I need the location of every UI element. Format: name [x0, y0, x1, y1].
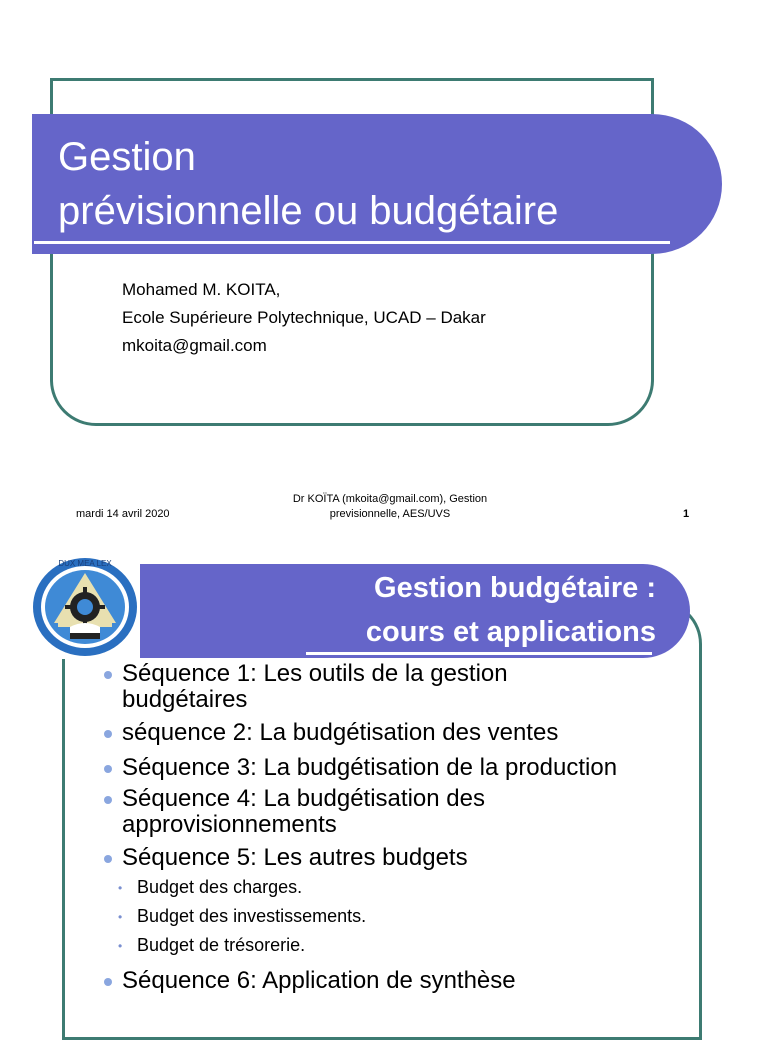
bullet-dot-icon: [104, 730, 112, 738]
bullet-item: [104, 968, 516, 994]
footer-center-line1: Dr KOÏTA (mkoita@gmail.com), Gestion: [292, 493, 488, 505]
author-name: Mohamed M. KOITA,: [122, 280, 281, 299]
bullet-text: Séquence 6: Application de synthèse: [122, 967, 516, 994]
sub-bullet-item: [118, 877, 302, 898]
logo-motto: DUX MEA LEX: [58, 559, 112, 568]
bullet-dot-icon: [104, 855, 112, 863]
footer-page-number: 1: [683, 508, 690, 520]
sub-bullet-item: [118, 935, 305, 956]
bullet-item: [104, 786, 562, 838]
bullet-item: [104, 720, 558, 746]
footer-date: mardi 14 avril 2020: [76, 508, 170, 520]
author-school: Ecole Supérieure Polytechnique, UCAD – Dakar: [122, 308, 486, 327]
bullet-item: [104, 661, 592, 713]
slide2-title-line2: cours et applications: [365, 616, 656, 648]
bullet-text: Séquence 1: Les outils de la gestion budgétaires: [122, 660, 508, 713]
bullet-text: Séquence 5: Les autres budgets: [122, 844, 468, 871]
sub-bullet-text: Budget de trésorerie.: [137, 935, 306, 955]
slide2-title: [236, 566, 656, 654]
slide1-title-underline: [34, 241, 670, 244]
slide1-title-line1: Gestion: [58, 135, 196, 179]
footer-center-line2: previsionnelle, AES/UVS: [329, 508, 451, 520]
slide1-title: [58, 130, 558, 238]
sub-bullet-dot-icon: •: [118, 881, 123, 895]
bullet-dot-icon: [104, 796, 112, 804]
sub-bullet-dot-icon: •: [118, 910, 123, 924]
sub-bullet-item: [118, 906, 366, 927]
bullet-text: séquence 2: La budgétisation des ventes: [122, 719, 559, 746]
sub-bullet-text: Budget des charges.: [137, 877, 303, 897]
university-seal-logo: [30, 555, 140, 659]
bullet-text: Séquence 4: La budgétisation des approvisionnements: [122, 785, 485, 838]
bullet-dot-icon: [104, 765, 112, 773]
bullet-dot-icon: [104, 671, 112, 679]
slide1-title-line2: prévisionnelle ou budgétaire: [58, 189, 559, 233]
footer-center: [250, 492, 530, 522]
author-email: mkoita@gmail.com: [122, 336, 267, 355]
slide2-title-line1: Gestion budgétaire :: [374, 572, 656, 604]
bullet-item: [104, 845, 468, 871]
bullet-item: [104, 755, 617, 781]
sub-bullet-text: Budget des investissements.: [137, 906, 367, 926]
bullet-text: Séquence 3: La budgétisation de la production: [122, 754, 618, 781]
sub-bullet-dot-icon: •: [118, 939, 123, 953]
bullet-dot-icon: [104, 978, 112, 986]
slide2-title-underline: [306, 652, 652, 655]
